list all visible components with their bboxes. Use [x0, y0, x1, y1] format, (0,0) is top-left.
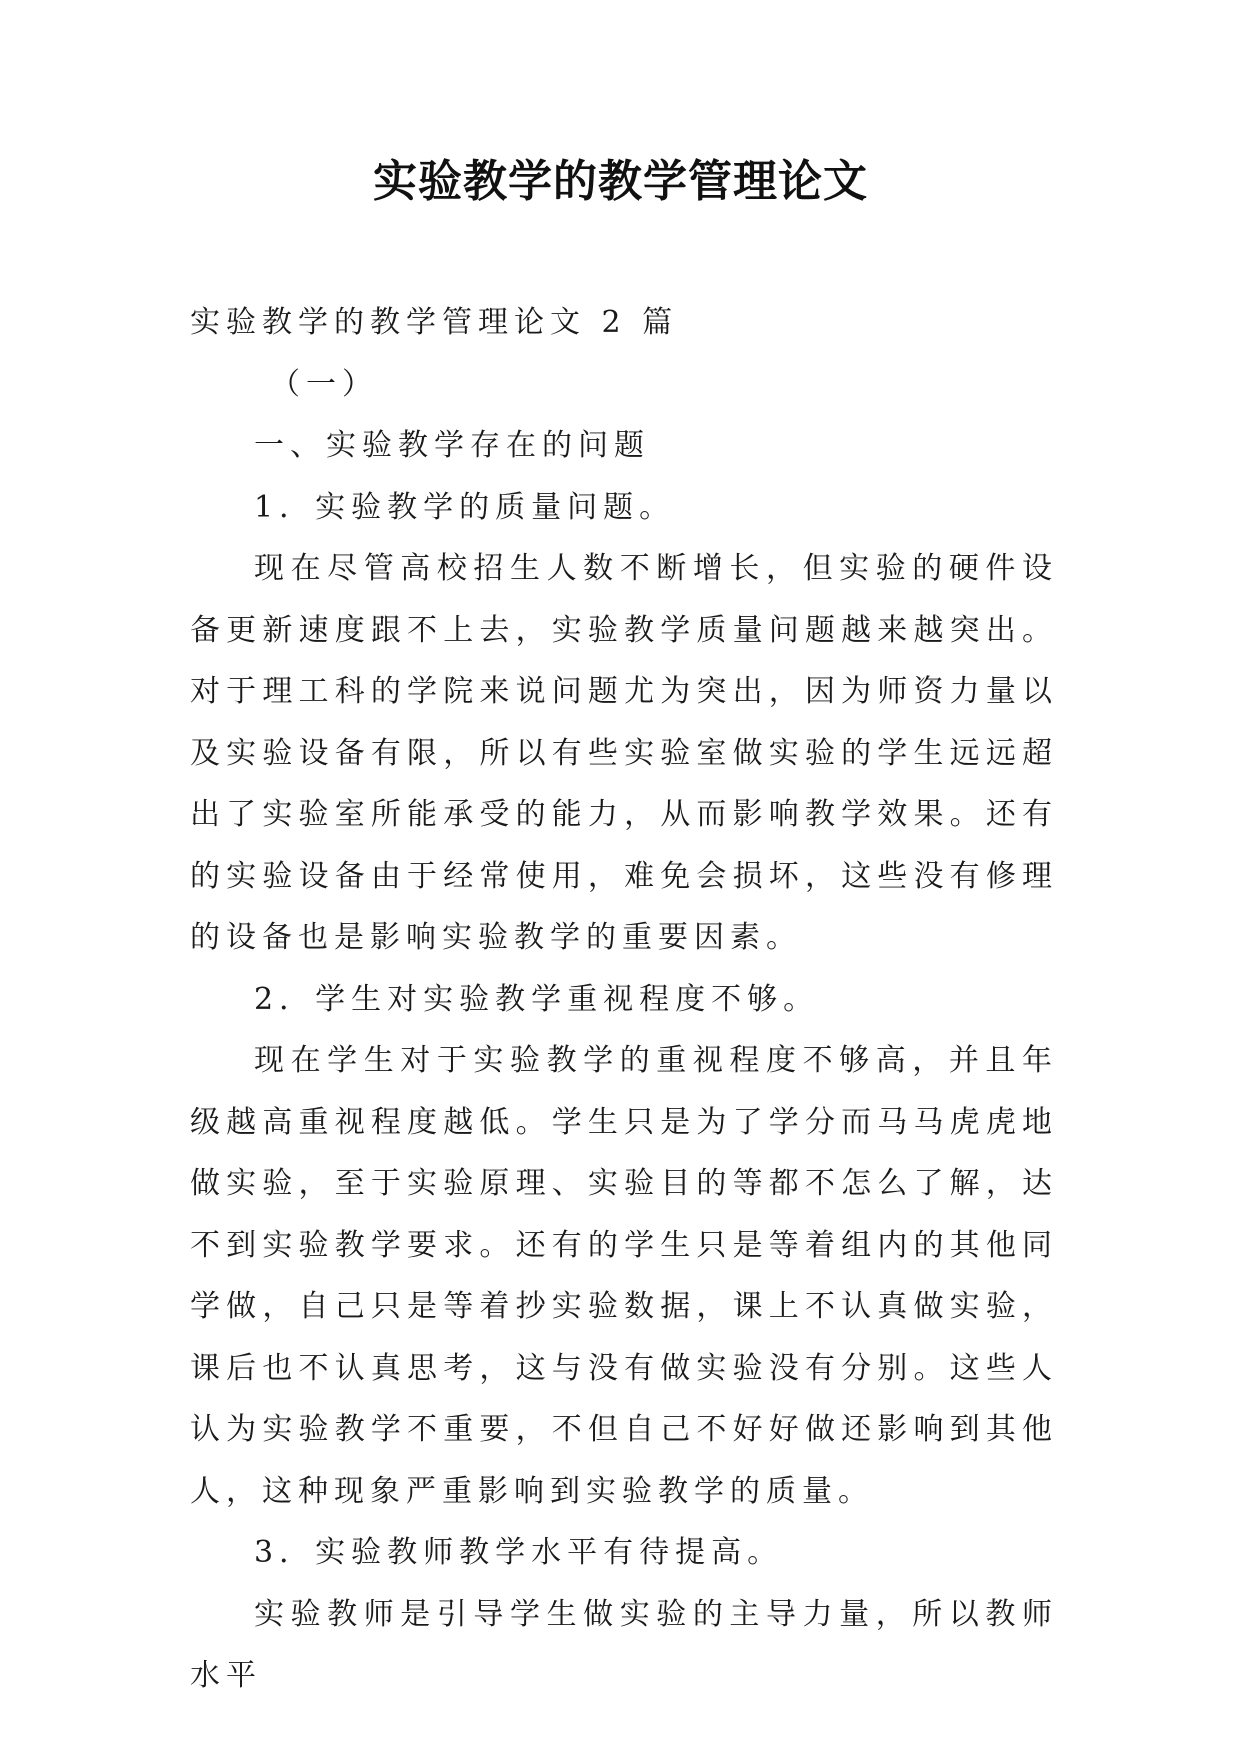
paragraph-2: 现在学生对于实验教学的重视程度不够高，并且年级越高重视程度越低。学生只是为了学分而马马虎虎地做实验，至于实验原理、实验目的等都不怎么了解，达不到实验教学要求。还有的学生只是等着组内的其他同学做，自己只是等着抄实验数据，课上不认真做实验，课后也不认真思考，这与没有做实验没有分别。这些人认为实验教学不重要，不但自己不好好做还影响到其他人，这种现象严重影响到实验教学的质量。	[190, 1043, 1058, 1509]
subheading-2: 2．学生对实验教学重视程度不够。	[254, 981, 820, 1017]
paragraph-3: 实验教师是引导学生做实验的主导力量，所以教师水平	[190, 1596, 1058, 1693]
section-heading: 一、实验教学存在的问题	[254, 428, 650, 463]
subtitle-line: 实验教学的教学管理论文 2 篇	[190, 305, 679, 340]
document-title: 实验教学的教学管理论文	[373, 156, 868, 207]
part-marker: （一）	[270, 366, 378, 402]
document-body	[190, 292, 1058, 1707]
subheading-1: 1．实验教学的质量问题。	[254, 489, 676, 525]
paragraph-1: 现在尽管高校招生人数不断增长，但实验的硬件设备更新速度跟不上去，实验教学质量问题越来越突出。对于理工科的学院来说问题尤为突出，因为师资力量以及实验设备有限，所以有些实验室做实验的学生远远超出了实验室所能承受的能力，从而影响教学效果。还有的实验设备由于经常使用，难免会损坏，这些没有修理的设备也是影响实验教学的重要因素。	[190, 551, 1058, 955]
subheading-3: 3．实验教师教学水平有待提高。	[254, 1535, 784, 1570]
